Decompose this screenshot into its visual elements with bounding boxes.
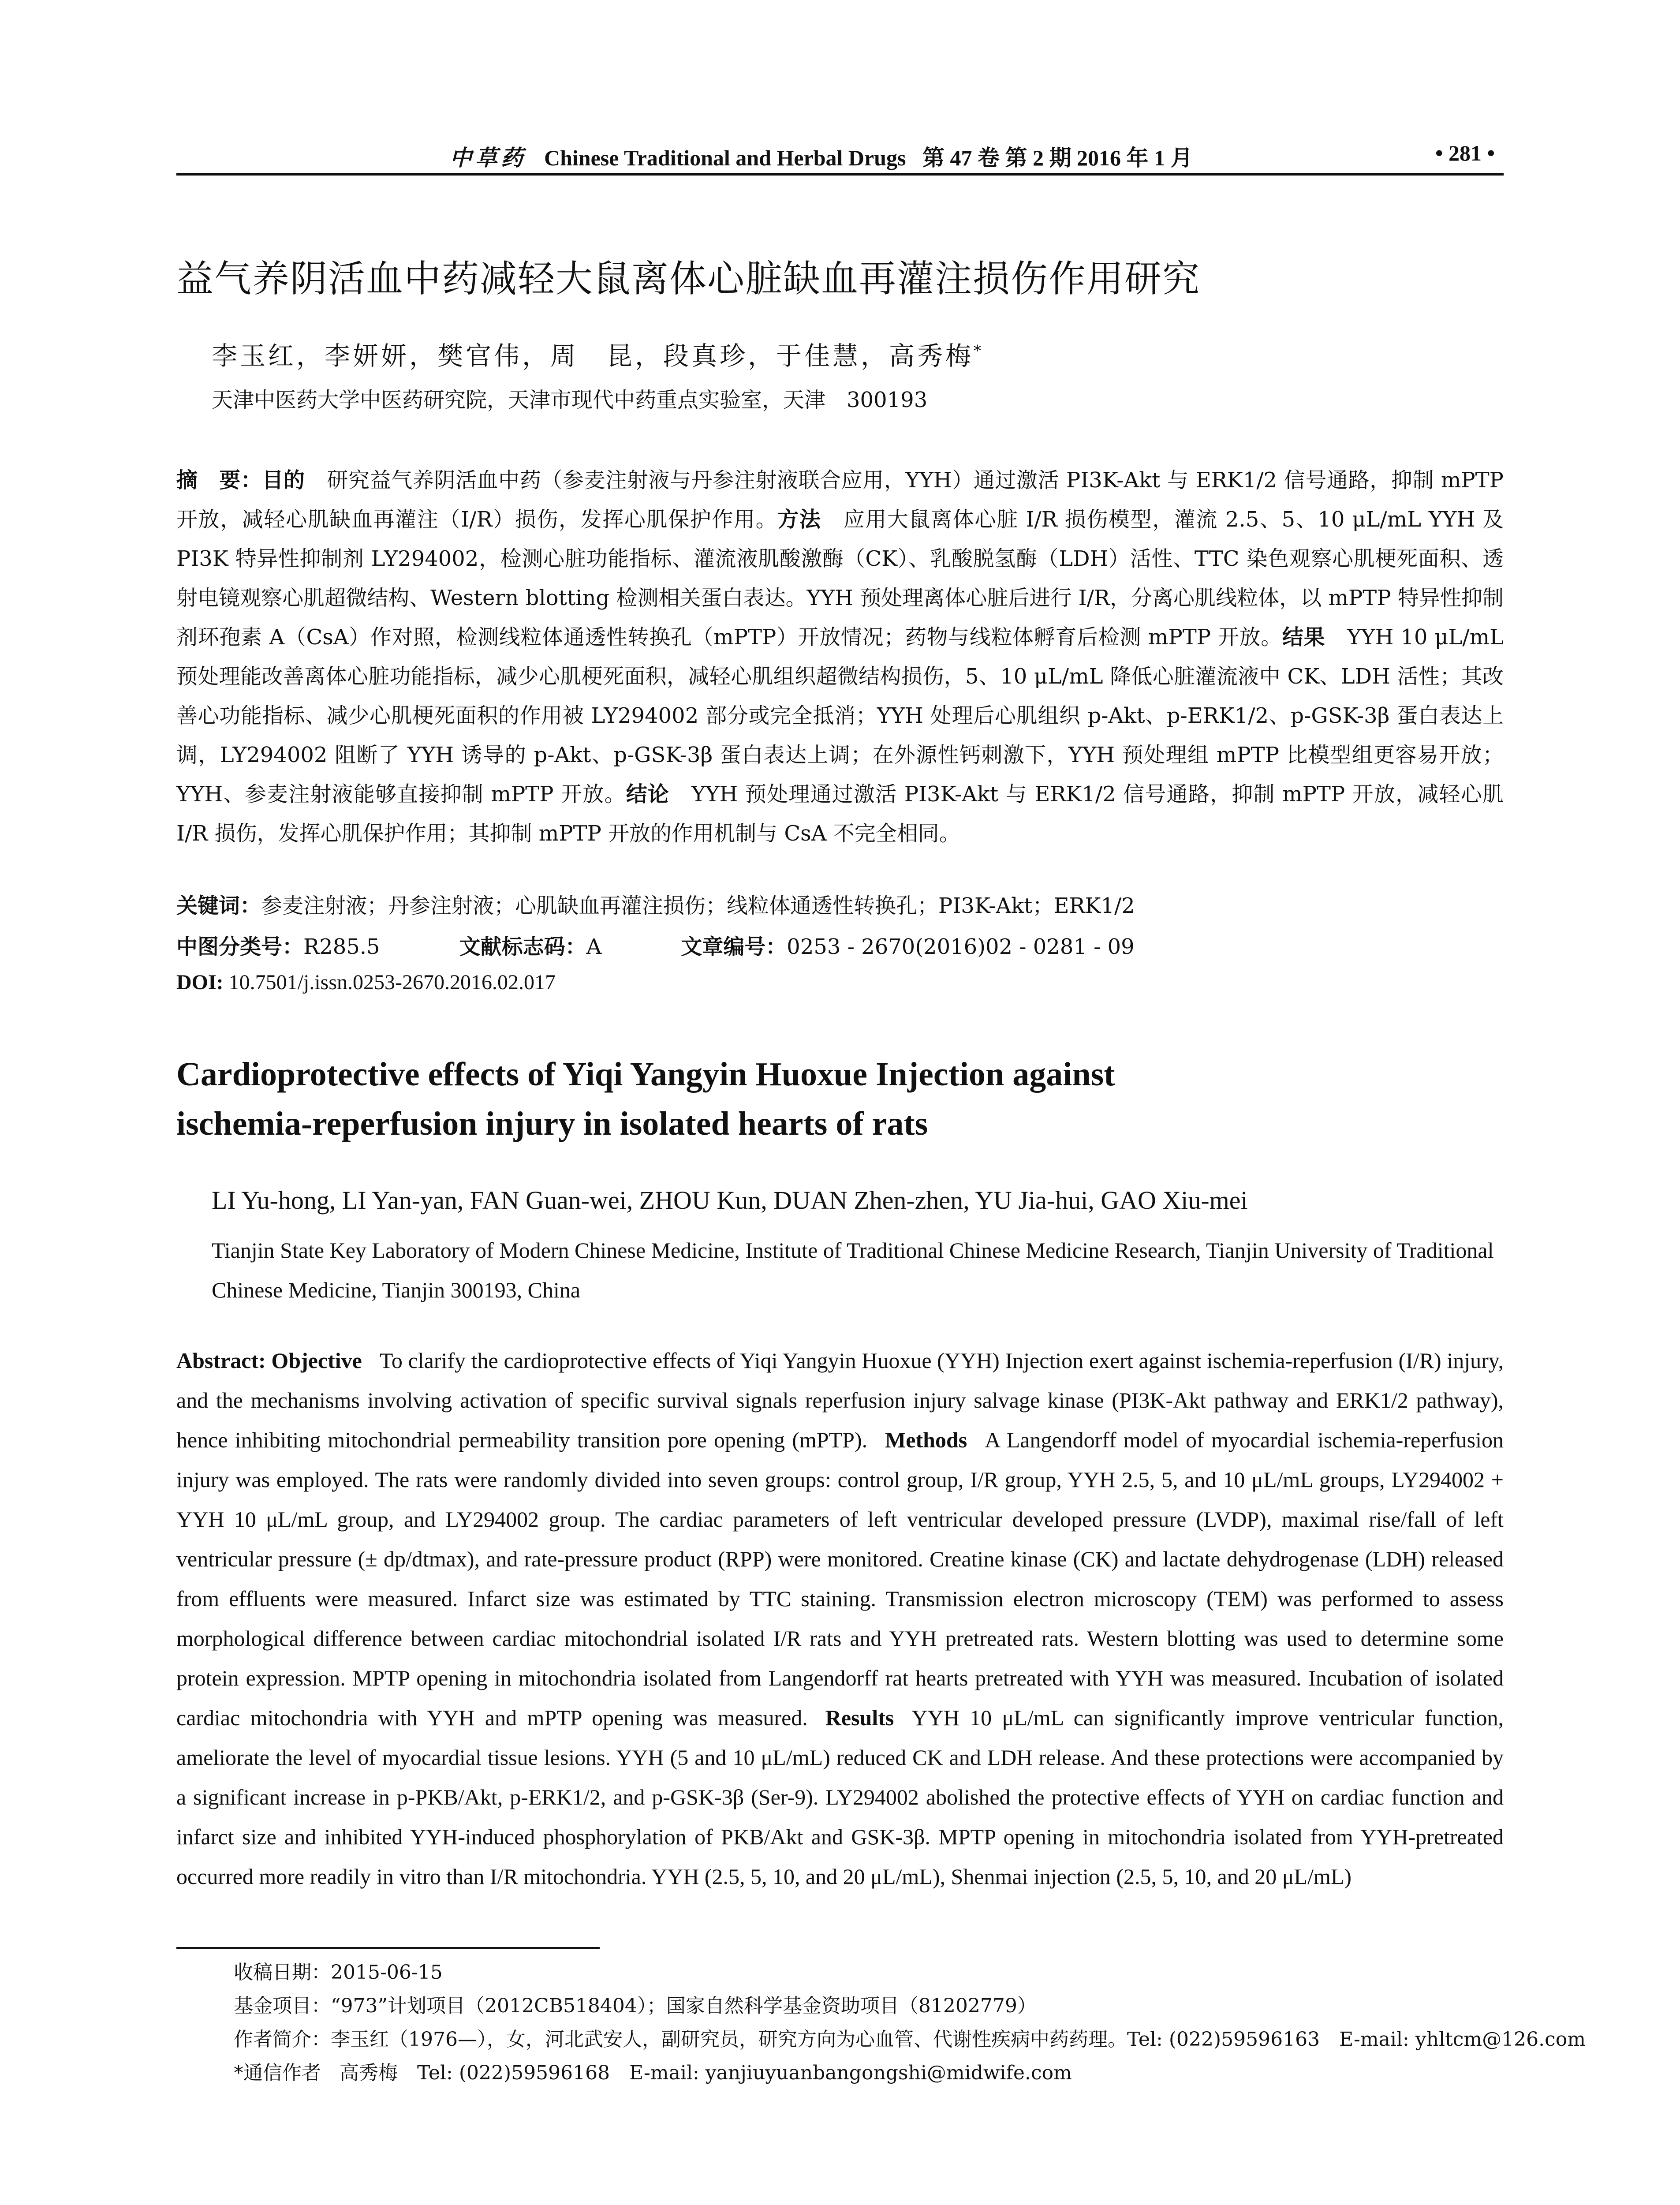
- en-title-line-1: Cardioprotective effects of Yiqi Yangyin Huoxue Injection against: [176, 1056, 1115, 1093]
- journal-en-name: Chinese Traditional and Herbal Drugs: [544, 146, 906, 170]
- en-title: [176, 1050, 1115, 1148]
- page-number: • 281 •: [1435, 141, 1495, 165]
- cn-results-text: YYH 10 μL/mL 预处理能改善离体心脏功能指标，减少心肌梗死面积，减轻心肌组织超微结构损伤，5、10 μL/mL 降低心脏灌流液中 CK、LDH 活性；其改善心功能指标、减少心肌梗死面积的作用被 LY294002 部分或完全抵消；YYH 处理后心肌组织 p-Akt、p-ERK1/2、p-GSK-3β 蛋白表达上调，LY294002 阻断了 YYH 诱导的 p-Akt、p-GSK-3β 蛋白表达上调；在外源性钙刺激下，YYH 预处理组 mPTP 比模型组更容易开放；YYH、参麦注射液能够直接抑制 mPTP 开放。: [176, 625, 1504, 807]
- cn-authors: [212, 335, 984, 372]
- footnote-rule: [176, 1947, 600, 1949]
- cn-title: 益气养阴活血中药减轻大鼠离体心脏缺血再灌注损伤作用研究: [176, 257, 1201, 300]
- en-authors: LI Yu-hong, LI Yan-yan, FAN Guan-wei, ZHOU Kun, DUAN Zhen-zhen, YU Jia-hui, GAO Xiu-mei: [212, 1186, 1248, 1215]
- corresponding-text: 高秀梅 Tel: (022)59596168 E-mail: yanjiuyuanbangongshi@midwife.com: [339, 2062, 1072, 2084]
- doc-code-label: 文献标志码：: [459, 934, 586, 959]
- footnote-received: [234, 1956, 1512, 1989]
- en-methods-text: A Langendorff model of myocardial ischemia-reperfusion injury was employed. The rats were randomly divided into seven groups: control group, I/R group, YYH 2.5, 5, and 10 μL/mL groups, LY294002 + YYH 10 μL/mL group, and LY294002 group. The cardiac parameters of left ventricular developed pressure (LVDP), maximal rise/fall of left ventricular pressure (± dp/dtmax), and rate-pressure product (RPP) were monitored. Creatine kinase (CK) and lactate dehydrogenase (LDH) released from effluents were measured. Infarct size was estimated by TTC staining. Transmission electron microscopy (TEM) was performed to assess morphological difference between cardiac mitochondrial isolated I/R rats and YYH pretreated rats. Western blotting was used to determine some protein expression. MPTP opening in mitochondria isolated from Langendorff rat hearts pretreated with YYH was measured. Incubation of isolated cardiac mitochondria with YYH and mPTP opening was measured.: [176, 1428, 1504, 1730]
- journal-line: [450, 140, 1192, 172]
- footnotes: [234, 1956, 1586, 2090]
- doi-link[interactable]: 10.7501/j.issn.0253-2670.2016.02.017: [228, 971, 556, 994]
- article-no-value: 0253 - 2670(2016)02 - 0281 - 09: [787, 934, 1135, 959]
- en-abstract-label: Abstract:: [176, 1348, 266, 1373]
- received-date: 2015-06-15: [331, 1961, 443, 1984]
- en-objective-text: To clarify the cardioprotective effects of Yiqi Yangyin Huoxue (YYH) Injection exert against ischemia-reperfusion (I/R) injury, and the mechanisms involving activation of specific survival signals reperfusion injury salvage kinase (PI3K-Akt pathway and ERK1/2 pathway), hence inhibiting mitochondrial permeability transition pore opening (mPTP).: [176, 1348, 1504, 1452]
- cn-conclusion-text: YYH 预处理通过激活 PI3K-Akt 与 ERK1/2 信号通路，抑制 mPTP 开放，减轻心肌 I/R 损伤，发挥心肌保护作用；其抑制 mPTP 开放的作用机制与 CsA 不完全相同。: [176, 782, 1504, 846]
- running-header: [176, 140, 1504, 171]
- en-methods-label: Methods: [885, 1428, 967, 1452]
- en-abstract: [176, 1341, 1504, 1896]
- fund-text: “973”计划项目（2012CB518404）；国家自然科学基金资助项目（81202779）: [331, 1995, 1037, 2017]
- doi-line: [176, 970, 1504, 994]
- cn-results-label: 结果: [1282, 625, 1325, 650]
- keywords-line: [176, 889, 1504, 919]
- cn-objective-label: 目的: [262, 468, 305, 493]
- en-title-line-2: ischemia-reperfusion injury in isolated hearts of rats: [176, 1105, 928, 1142]
- cn-abstract: [176, 461, 1504, 853]
- footnote-author-bio: [234, 2023, 1586, 2056]
- doc-code-value: A: [586, 934, 602, 959]
- en-affiliation: Tianjin State Key Laboratory of Modern Chinese Medicine, Institute of Traditional Chinese Medicine Research, Tianjin University of Traditional Chinese Medicine, Tianjin 300193, China: [212, 1238, 1494, 1302]
- journal-issue: 第 47 卷 第 2 期 2016 年 1 月: [922, 146, 1193, 170]
- journal-cn-name: 中草药: [450, 146, 526, 170]
- fund-label: 基金项目：: [234, 1995, 331, 2017]
- received-label: 收稿日期：: [234, 1961, 331, 1984]
- keywords-text: 参麦注射液；丹参注射液；心肌缺血再灌注损伤；线粒体通透性转换孔；PI3K-Akt；ERK1/2: [261, 893, 1135, 918]
- doi-label: DOI:: [176, 971, 224, 994]
- footnote-corresponding: [234, 2056, 1512, 2090]
- classification-line: [176, 930, 1504, 960]
- cn-methods-label: 方法: [777, 507, 821, 532]
- clc-value: R285.5: [303, 934, 380, 959]
- footnote-fund: [234, 1989, 1512, 2023]
- keywords-label: 关键词：: [176, 893, 261, 918]
- article-no-label: 文章编号：: [681, 934, 787, 959]
- author-bio-label: 作者简介：: [234, 2028, 331, 2051]
- author-bio-text: 李玉红（1976—），女，河北武安人，副研究员，研究方向为心血管、代谢性疾病中药药理。Tel: (022)59596163 E-mail: yhltcm@126.com: [331, 2028, 1586, 2051]
- cn-methods-text: 应用大鼠离体心脏 I/R 损伤模型，灌流 2.5、5、10 μL/mL YYH 及 PI3K 特异性抑制剂 LY294002，检测心脏功能指标、灌流液肌酸激酶（CK）、乳酸脱氢酶（LDH）活性、TTC 染色观察心肌梗死面积、透射电镜观察心肌超微结构、Western blotting 检测相关蛋白表达。YYH 预处理离体心脏后进行 I/R，分离心肌线粒体，以 mPTP 特异性抑制剂环孢素 A（CsA）作对照，检测线粒体通透性转换孔（mPTP）开放情况；药物与线粒体孵育后检测 mPTP 开放。: [176, 507, 1504, 650]
- en-objective-label: Objective: [271, 1348, 362, 1373]
- cn-author-list: 李玉红，李妍妍，樊官伟，周 昆，段真珍，于佳慧，高秀梅: [212, 341, 974, 371]
- en-results-text: YYH 10 μL/mL can significantly improve ventricular function, ameliorate the level of myocardial tissue lesions. YYH (5 and 10 μL/mL) reduced CK and LDH release. And these protections were accompanied by a significant increase in p-PKB/Akt, p-ERK1/2, and p-GSK-3β (Ser-9). LY294002 abolished the protective effects of YYH on cardiac function and infarct size and inhibited YYH-induced phosphorylation of PKB/Akt and GSK-3β. MPTP opening in mitochondria isolated from YYH-pretreated occurred more readily in vitro than I/R mitochondria. YYH (2.5, 5, 10, and 20 μL/mL), Shenmai injection (2.5, 5, 10, and 20 μL/mL): [176, 1705, 1504, 1889]
- corresponding-mark: *: [974, 342, 984, 360]
- corresponding-label: *通信作者: [234, 2062, 321, 2084]
- clc-label: 中图分类号：: [176, 934, 304, 959]
- cn-affiliation: 天津中医药大学中医药研究院，天津市现代中药重点实验室，天津 300193: [212, 388, 928, 412]
- header-rule: [176, 173, 1504, 176]
- cn-conclusion-label: 结论: [626, 782, 670, 807]
- cn-objective-text: 研究益气养阴活血中药（参麦注射液与丹参注射液联合应用，YYH）通过激活 PI3K-Akt 与 ERK1/2 信号通路，抑制 mPTP 开放，减轻心肌缺血再灌注（I/R）损伤，发挥心肌保护作用。: [176, 468, 1504, 532]
- cn-abstract-label: 摘 要：: [176, 468, 262, 493]
- en-results-label: Results: [825, 1705, 894, 1730]
